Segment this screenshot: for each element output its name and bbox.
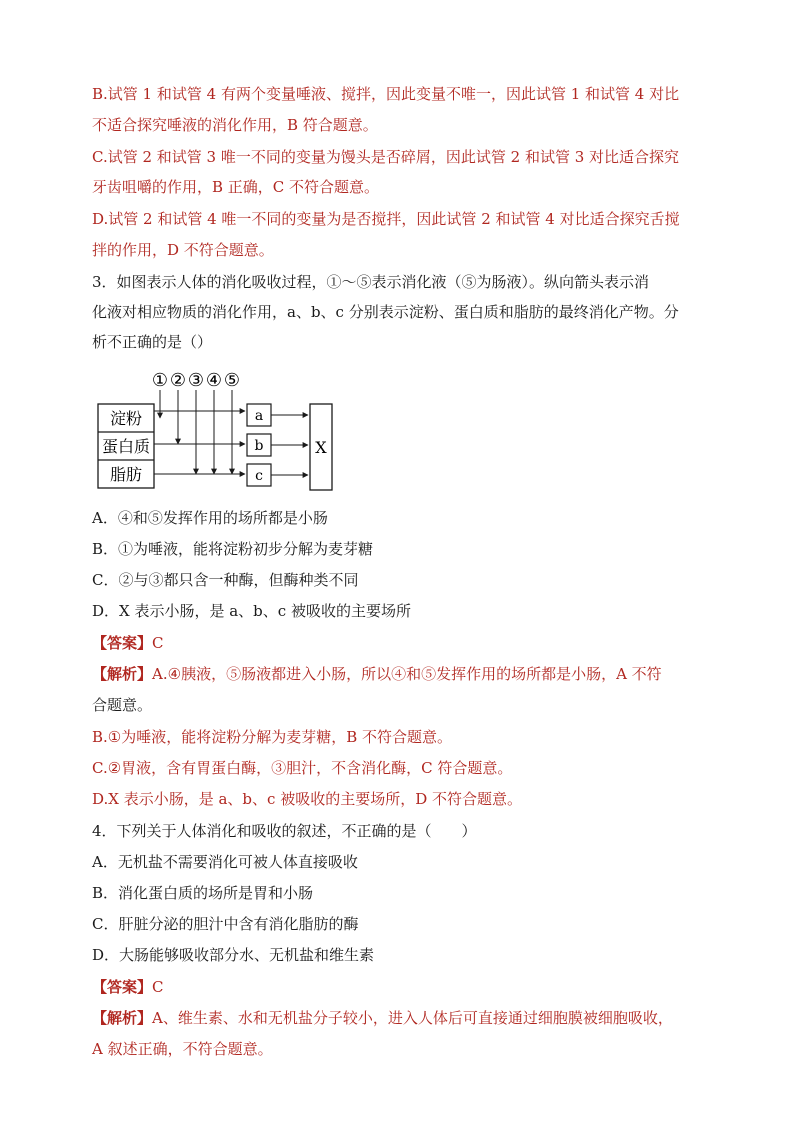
- answer-line: [92, 977, 734, 997]
- explanation-line: 合题意。: [92, 696, 153, 714]
- explanation-label: 【解析】: [92, 1009, 153, 1027]
- question-4-stem: 4．下列关于人体消化和吸收的叙述，不正确的是（ ）: [92, 822, 477, 840]
- product-label: c: [255, 468, 263, 484]
- option-d: D．大肠能够吸收部分水、无机盐和维生素: [92, 946, 375, 964]
- option-c: C．肝脏分泌的胆汁中含有消化脂肪的酶: [92, 915, 359, 933]
- text-line: 不适合探究唾液的消化作用，B 符合题意。: [92, 116, 378, 134]
- explanation-line: B.①为唾液，能将淀粉分解为麦芽糖，B 不符合题意。: [92, 728, 453, 746]
- text-line: B.试管 1 和试管 4 有两个变量唾液、搅拌，因此变量不唯一，因此试管 1 和试管 4 对比: [92, 85, 680, 103]
- explanation-label: 【解析】: [92, 665, 153, 683]
- answer-line: [92, 633, 734, 653]
- substance-label: 淀粉: [109, 409, 143, 428]
- option-d: D．X 表示小肠，是 a、b、c 被吸收的主要场所: [92, 602, 411, 620]
- option-b: B．①为唾液，能将淀粉初步分解为麦芽糖: [92, 540, 374, 558]
- option-a: A．无机盐不需要消化可被人体直接吸收: [92, 853, 358, 871]
- answer-label: 【答案】: [92, 978, 153, 996]
- juice-number: ④: [205, 370, 223, 391]
- answer-label: 【答案】: [92, 634, 153, 652]
- answer-value: C: [152, 634, 164, 652]
- product-label: a: [254, 408, 264, 424]
- question-3-stem: 3．如图表示人体的消化吸收过程，①～⑤表示消化液（⑤为肠液）。纵向箭头表示消: [92, 273, 650, 291]
- explanation-line: 【解析】A.④胰液，⑤肠液都进入小肠，所以④和⑤发挥作用的场所都是小肠，A 不符: [92, 665, 662, 683]
- text-line: 拌的作用，D 不符合题意。: [92, 241, 274, 259]
- explanation-line: D.X 表示小肠，是 a、b、c 被吸收的主要场所，D 不符合题意。: [92, 790, 522, 808]
- question-3-stem: 化液对相应物质的消化作用，a、b、c 分别表示淀粉、蛋白质和脂肪的最终消化产物。分: [92, 303, 679, 321]
- option-a: A．④和⑤发挥作用的场所都是小肠: [92, 509, 328, 527]
- juice-number: ②: [169, 370, 187, 391]
- answer-value: C: [152, 978, 164, 996]
- explanation-line: A 叙述正确，不符合题意。: [92, 1040, 273, 1058]
- text-line: C.试管 2 和试管 3 唯一不同的变量为馒头是否碎屑，因此试管 2 和试管 3 对比适合探究: [92, 148, 680, 166]
- text-line: 牙齿咀嚼的作用，B 正确，C 不符合题意。: [92, 178, 380, 196]
- juice-number: ③: [187, 370, 205, 391]
- substance-label: 蛋白质: [101, 437, 151, 456]
- product-label: b: [254, 438, 264, 454]
- option-b: B．消化蛋白质的场所是胃和小肠: [92, 884, 314, 902]
- explanation-line: 【解析】A、维生素、水和无机盐分子较小，进入人体后可直接通过细胞膜被细胞吸收，: [92, 1009, 673, 1027]
- question-3-stem: 析不正确的是（）: [92, 333, 213, 351]
- explanation-line: C.②胃液，含有胃蛋白酶，③胆汁，不含消化酶，C 符合题意。: [92, 759, 513, 777]
- juice-number: ①: [151, 370, 169, 391]
- text-line: D.试管 2 和试管 4 唯一不同的变量为是否搅拌，因此试管 2 和试管 4 对比适合探究舌搅: [92, 210, 680, 228]
- juice-number: ⑤: [223, 370, 241, 391]
- substance-label: 脂肪: [109, 465, 143, 484]
- option-c: C．②与③都只含一种酶，但酶种类不同: [92, 571, 359, 589]
- absorption-label: X: [315, 438, 327, 457]
- digestion-diagram: [92, 364, 352, 494]
